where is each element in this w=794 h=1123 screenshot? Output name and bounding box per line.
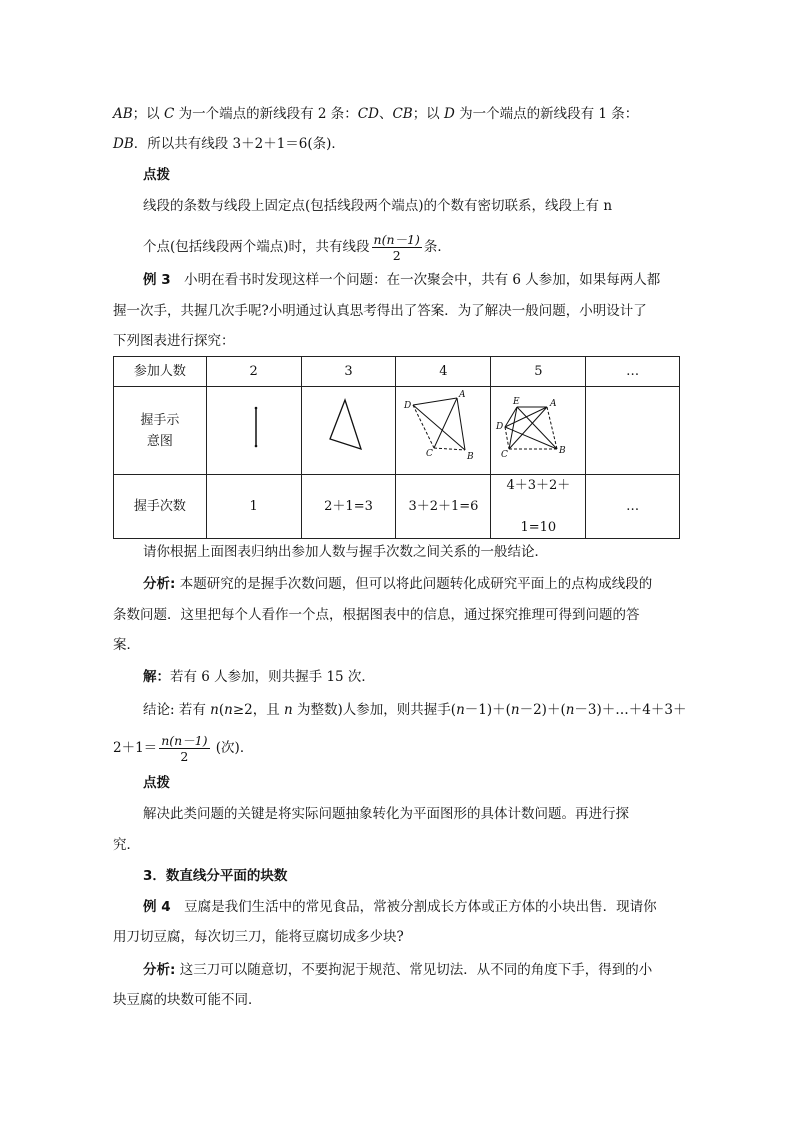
diagram-2-cell — [206, 387, 301, 475]
math-variable: D — [443, 106, 455, 122]
table-cell: … — [586, 357, 680, 387]
text-run: －1)＋( — [464, 702, 511, 718]
math-variable: CD — [357, 106, 379, 122]
fraction-denominator: 2 — [180, 749, 189, 764]
fraction — [159, 733, 209, 764]
rich-text — [113, 106, 638, 122]
fraction-numerator: n(n－1) — [373, 232, 420, 247]
tip1-line1: 线段的条数与线段上固定点(包括线段两个端点)的个数有密切联系，线段上有 n — [143, 198, 613, 214]
handshake-segment-dashed — [547, 407, 557, 449]
table-header-diagram — [114, 387, 207, 475]
point-label: A — [550, 399, 557, 409]
analysis2-text1: 这三刀可以随意切，不要拘泥于规范、常见切法．从不同的角度下手，得到的小 — [175, 962, 653, 978]
ex4-line1 — [143, 897, 657, 917]
fraction — [372, 232, 422, 263]
math-variable: n — [565, 702, 575, 718]
table-header-handshakes: 握手次数 — [114, 475, 207, 539]
solution-line — [143, 667, 375, 687]
text-run: －3)＋…＋4＋3＋ — [574, 702, 687, 718]
table-cell — [491, 475, 586, 539]
tip2-heading: 点拨 — [143, 775, 170, 791]
text-run: ( — [218, 702, 225, 718]
math-variable: CB — [392, 106, 413, 122]
analysis2-line1 — [143, 960, 652, 980]
handshake-segment-dashed — [505, 427, 509, 449]
analysis1-text1: 本题研究的是握手次数问题，但可以将此问题转化成研究平面上的点构成线段的 — [175, 576, 653, 592]
rich-text — [143, 702, 686, 718]
handshake-segment — [413, 398, 457, 405]
solution-text: 若有 6 人参加，则共握手 15 次． — [170, 669, 375, 685]
analysis1-line3: 案． — [113, 637, 140, 653]
math-variable: n — [284, 702, 293, 718]
tip1-text-pre: 个点(包括线段两个端点)时，共有线段 — [143, 239, 370, 255]
solution-label: 解： — [143, 669, 170, 685]
text-run: ；以 — [412, 106, 444, 122]
point-label: D — [496, 422, 504, 432]
point-label: B — [467, 452, 475, 462]
analysis1-line2: 条数问题．这里把每个人看作一个点，根据图表中的信息，通过探究推理可得到问题的答 — [113, 607, 640, 623]
math-variable: DB — [113, 136, 134, 152]
ex3-label: 例 3 — [143, 272, 171, 288]
handshake-triangle — [330, 400, 361, 449]
header-line: 意图 — [146, 433, 173, 449]
ex3-line1 — [143, 270, 660, 290]
ex4-line2: 用刀切豆腐，每次切三刀，能将豆腐切成多少块? — [113, 929, 404, 945]
conclusion-line1 — [143, 700, 686, 720]
table-cell: … — [586, 475, 680, 539]
diagram-more-cell — [586, 387, 680, 475]
fraction-numerator: n(n－1) — [161, 733, 208, 748]
para1-line1 — [113, 104, 638, 124]
text-run: 为整数)人参加，则共握手( — [292, 702, 457, 718]
math-variable: AB — [113, 106, 133, 122]
handshake-segment-dashed — [434, 448, 465, 450]
tip1-line2 — [143, 232, 451, 263]
diagram-3-cell — [301, 387, 396, 475]
ex3-line2: 握一次手，共握几次手呢?小明通过认真思考得出了答案．为了解决一般问题，小明设计了 — [113, 303, 647, 319]
handshake-segment — [505, 427, 557, 449]
text-run: 为一个端点的新线段有 1 条： — [454, 106, 639, 122]
text-run: ≥2，且 — [232, 702, 285, 718]
tip1-heading: 点拨 — [143, 167, 170, 183]
handshake-table — [113, 356, 680, 539]
conclusion-line2 — [113, 733, 253, 764]
math-variable: n — [456, 702, 465, 718]
text-run: －2)＋( — [519, 702, 566, 718]
analysis1-line1 — [143, 574, 652, 594]
diagram-5-cell — [491, 387, 586, 475]
analysis1-label: 分析: — [143, 576, 176, 592]
section3-title: 3．数直线分平面的块数 — [143, 868, 288, 884]
cell-line: 1=10 — [520, 520, 557, 535]
tip2-line2: 究． — [113, 837, 140, 853]
ex3-line3: 下列图表进行探究： — [113, 333, 235, 349]
person-point — [254, 445, 257, 448]
conclusion-text-post: (次)． — [211, 740, 254, 756]
person-point — [254, 407, 257, 410]
diagram-3-persons — [304, 387, 394, 467]
math-variable: n — [510, 702, 520, 718]
diagram-4-persons — [398, 387, 488, 467]
diagram-4-cell — [396, 387, 491, 475]
table-cell: 2 — [206, 357, 301, 387]
math-variable: C — [163, 106, 175, 122]
text-run: ；以 — [132, 106, 164, 122]
ex4-label: 例 4 — [143, 899, 171, 915]
table-cell: 4 — [396, 357, 491, 387]
text-run: 结论: 若有 — [143, 702, 211, 718]
point-label: A — [459, 390, 466, 400]
cell-line: 4＋3＋2＋ — [506, 478, 571, 493]
ex4-text1: 豆腐是我们生活中的常见食品，常被分割成长方体或正方体的小块出售．现请你 — [184, 899, 657, 915]
rich-text — [113, 136, 345, 152]
handshake-segment — [413, 405, 465, 450]
table-cell: 1 — [206, 475, 301, 539]
handshake-segment — [517, 407, 557, 449]
diagram-2-persons — [209, 387, 299, 467]
handshake-segment-dashed — [413, 405, 434, 448]
table-cell: 2＋1=3 — [301, 475, 396, 539]
tip2-line1: 解决此类问题的关键是将实际问题抽象转化为平面图形的具体计数问题。再进行探 — [143, 806, 629, 822]
table-cell: 3＋2＋1=6 — [396, 475, 491, 539]
table-cell: 5 — [491, 357, 586, 387]
para1-line2 — [113, 134, 345, 154]
point-label: E — [513, 397, 520, 407]
point-label: B — [559, 446, 566, 456]
conclusion-text-pre: 2＋1＝ — [113, 740, 158, 756]
point-label: C — [426, 449, 434, 459]
point-label: D — [404, 401, 412, 411]
table-row-diagrams — [114, 387, 680, 475]
text-run: 、 — [378, 106, 393, 122]
text-run: 为一个端点的新线段有 2 条： — [174, 106, 358, 122]
table-header-participants: 参加人数 — [114, 357, 207, 387]
table-cell: 3 — [301, 357, 396, 387]
question-line: 请你根据上面图表归纳出参加人数与握手次数之间关系的一般结论． — [143, 544, 548, 560]
math-variable: n — [210, 702, 219, 718]
handshake-segment — [457, 398, 465, 450]
table-row-handshakes — [114, 475, 680, 539]
tip1-text-post: 条． — [423, 239, 451, 255]
analysis2-line2: 块豆腐的块数可能不同． — [113, 992, 262, 1008]
ex3-text1: 小明在看书时发现这样一个问题：在一次聚会中，共有 6 人参加，如果每两人都 — [184, 272, 661, 288]
header-line: 握手示 — [140, 412, 180, 428]
diagram-5-persons — [493, 387, 583, 467]
fraction-denominator: 2 — [392, 248, 401, 263]
text-run: ．所以共有线段 3＋2＋1＝6(条)． — [133, 136, 345, 152]
point-label: C — [501, 450, 509, 460]
analysis2-label: 分析: — [143, 962, 176, 978]
math-variable: n — [224, 702, 233, 718]
table-row-participants — [114, 357, 680, 387]
